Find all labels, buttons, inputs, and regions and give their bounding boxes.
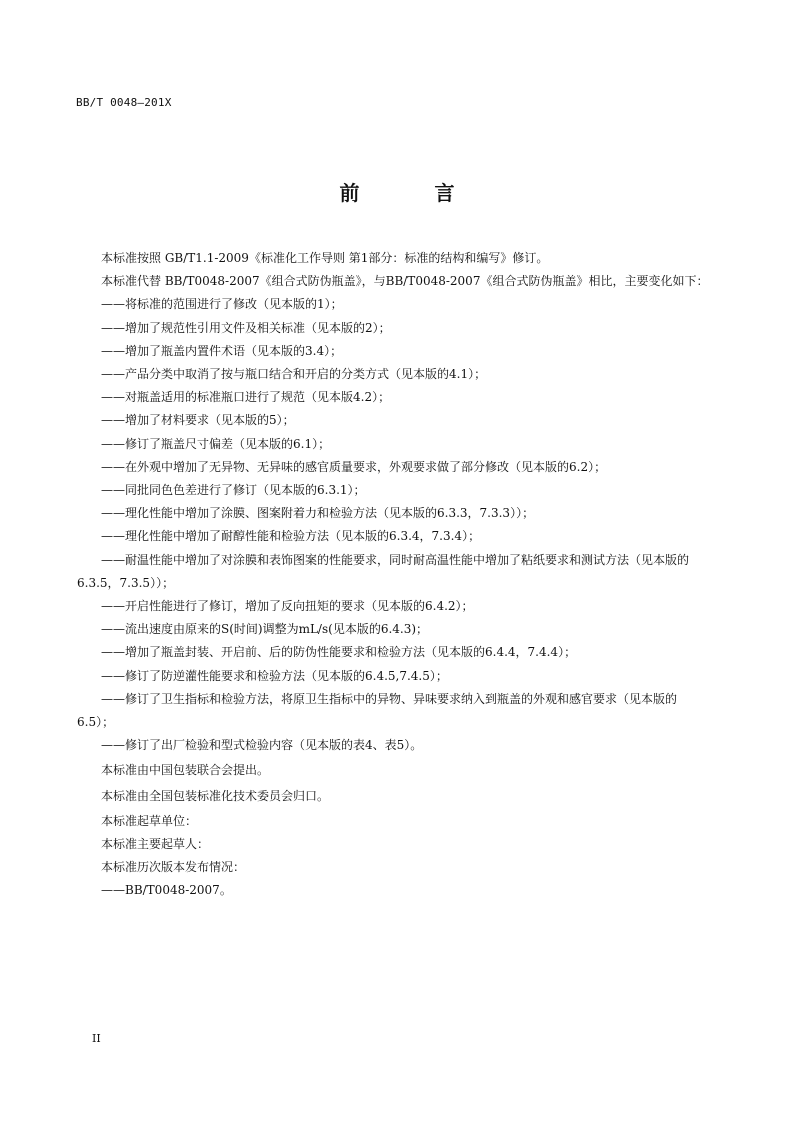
page-number: II bbox=[92, 1032, 101, 1045]
change-item: ——对瓶盖适用的标准瓶口进行了规范（见本版4.2）； bbox=[101, 390, 391, 405]
change-item: ——开启性能进行了修订，增加了反向扭矩的要求（见本版的6.4.2）； bbox=[101, 599, 474, 614]
proposed-by-statement: 本标准由中国包装联合会提出。 bbox=[101, 763, 270, 778]
drafting-units-label: 本标准起草单位： bbox=[101, 813, 198, 828]
change-item: ——修订了瓶盖尺寸偏差（见本版的6.1）； bbox=[101, 436, 331, 451]
change-item: ——将标准的范围进行了修改（见本版的1）； bbox=[101, 297, 343, 312]
intro-paragraph-1: 本标准按照 GB/T1.1-2009《标准化工作导则 第1部分：标准的结构和编写》修订。 bbox=[101, 251, 549, 265]
change-item: ——耐温性能中增加了对涂膜和表饰图案的性能要求，同时耐高温性能中增加了粘纸要求和测试方法（见本版的6.3.5，7.3.5））； bbox=[77, 552, 690, 590]
intro-paragraph-2: 本标准代替 BB/T0048-2007《组合式防伪瓶盖》，与BB/T0048-2007《组合式防伪瓶盖》相比，主要变化如下： bbox=[101, 274, 709, 289]
changes-list bbox=[77, 293, 709, 757]
drafters-label: 本标准主要起草人： bbox=[101, 837, 210, 852]
change-item: ——在外观中增加了无异物、无异味的感官质量要求，外观要求做了部分修改（见本版的6.2）； bbox=[101, 459, 607, 474]
history-label: 本标准历次版本发布情况： bbox=[101, 860, 246, 875]
history-item: ——BB/T0048-2007。 bbox=[101, 883, 232, 898]
change-item: ——增加了规范性引用文件及相关标准（见本版的2）； bbox=[101, 320, 391, 335]
change-item: ——修订了出厂检验和型式检验内容（见本版的表4、表5）。 bbox=[101, 738, 423, 753]
change-item: ——增加了材料要求（见本版的5）； bbox=[101, 413, 295, 428]
change-item: ——修订了卫生指标和检验方法，将原卫生指标中的异物、异味要求纳入到瓶盖的外观和感官要求（见本版的6.5）； bbox=[77, 691, 678, 730]
centralized-by-statement: 本标准由全国包装标准化技术委员会归口。 bbox=[101, 788, 330, 803]
change-item: ——同批同色色差进行了修订（见本版的6.3.1）； bbox=[101, 483, 366, 498]
change-item: ——修订了防逆灌性能要求和检验方法（见本版的6.4.5,7.4.5）； bbox=[101, 668, 448, 683]
change-item: ——增加了瓶盖封装、开启前、后的防伪性能要求和检验方法（见本版的6.4.4，7.4.4）； bbox=[101, 645, 577, 660]
document-body bbox=[77, 247, 709, 903]
page-title: 前 言 bbox=[339, 181, 489, 205]
change-item: ——理化性能中增加了涂膜、图案附着力和检验方法（见本版的6.3.3，7.3.3））； bbox=[101, 506, 535, 521]
change-item: ——产品分类中取消了按与瓶口结合和开启的分类方式（见本版的4.1）； bbox=[101, 367, 487, 382]
change-item: ——增加了瓶盖内置件术语（见本版的3.4）； bbox=[101, 343, 343, 358]
change-item: ——流出速度由原来的S(时间)调整为mL/s(见本版的6.4.3)； bbox=[101, 622, 429, 637]
standard-code-header: BB/T 0048—201X bbox=[76, 96, 172, 109]
change-item: ——理化性能中增加了耐醇性能和检验方法（见本版的6.3.4，7.3.4）； bbox=[101, 529, 481, 544]
